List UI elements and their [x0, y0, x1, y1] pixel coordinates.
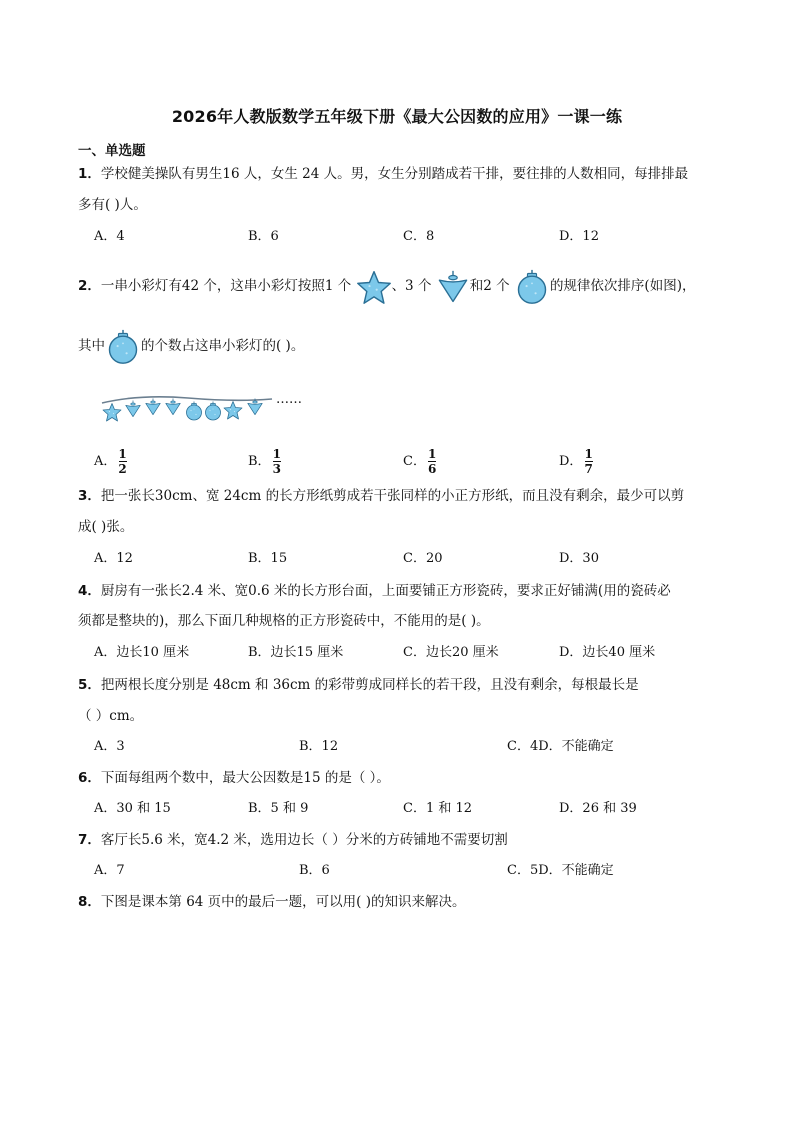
option-d[interactable]: D．26 和 39: [559, 801, 637, 816]
option-letter: D．: [559, 454, 583, 469]
option-b[interactable]: B．12: [299, 739, 339, 754]
question-text: 把一张长30cm、宽 24cm 的长方形纸剪成若干张同样的小正方形纸，而且没有剩余，最少可以剪: [100, 488, 685, 504]
option-c[interactable]: C．20: [403, 551, 443, 566]
lamp-string-figure: [100, 390, 320, 430]
page-title: 2026年人教版数学五年级下册《最大公因数的应用》一课一练: [171, 107, 623, 126]
option-c[interactable]: C．边长20 厘米: [403, 645, 499, 660]
ball-lamp-icon: [514, 268, 550, 306]
cone-lamp-icon: [146, 398, 160, 414]
question-6: [78, 769, 390, 787]
question-4-line2: 须都是整块的)，那么下面几种规格的正方形瓷砖中，不能用的是( )。: [78, 613, 490, 629]
question-text: 、3 个: [391, 278, 432, 294]
question-text: 和2 个: [469, 278, 510, 294]
fraction-denominator: 2: [118, 462, 127, 476]
fraction: [584, 448, 592, 475]
option-a[interactable]: A．边长10 厘米: [94, 645, 190, 660]
option-c[interactable]: [403, 444, 436, 480]
question-number: 6．: [78, 770, 101, 786]
star-lamp-icon: [224, 402, 242, 420]
option-a[interactable]: A．3: [94, 739, 125, 754]
option-c[interactable]: C．4D．不能确定: [507, 739, 614, 754]
option-d[interactable]: D．边长40 厘米: [559, 645, 656, 660]
question-1-line2: 多有( )人。: [78, 197, 147, 213]
question-5-line2: （ ）cm。: [78, 708, 144, 724]
cone-lamp-icon: [126, 400, 140, 416]
star-lamp-icon: [103, 404, 121, 422]
question-2-line2: [78, 326, 304, 366]
option-b[interactable]: [248, 444, 281, 480]
fraction: [118, 448, 126, 475]
fraction-denominator: 3: [272, 462, 281, 476]
continuation-dots: ……: [276, 392, 302, 407]
option-c[interactable]: C．5D．不能确定: [507, 863, 614, 878]
question-text: 其中: [78, 338, 105, 354]
option-a[interactable]: A．30 和 15: [94, 801, 171, 816]
option-d[interactable]: [559, 444, 593, 480]
fraction-numerator: 1: [427, 447, 437, 461]
fraction-numerator: 1: [272, 447, 281, 461]
option-b[interactable]: B．6: [248, 229, 279, 244]
question-5: [78, 676, 639, 694]
question-text: 一串小彩灯有42 个，这串小彩灯按照1 个: [100, 278, 352, 294]
question-text: 厨房有一张长2.4 米、宽0.6 米的长方形台面，上面要铺正方形瓷砖，要求正好铺满(用的瓷砖必: [100, 583, 671, 599]
question-3-line2: 成( )张。: [78, 519, 134, 535]
fraction-denominator: 6: [427, 462, 437, 476]
fraction: [273, 448, 281, 475]
question-number: 7．: [78, 832, 101, 848]
question-number: 1．: [78, 166, 101, 182]
ball-lamp-icon: [206, 402, 221, 421]
question-2: [78, 266, 695, 306]
option-b[interactable]: B．5 和 9: [248, 801, 309, 816]
question-text: 客厅长5.6 米，宽4.2 米，选用边长（ ）分米的方砖铺地不需要切割: [100, 832, 508, 848]
option-d[interactable]: D．30: [559, 551, 599, 566]
fraction: [428, 448, 436, 475]
question-7: [78, 831, 508, 849]
question-8: [78, 893, 466, 911]
question-3: [78, 487, 684, 505]
question-number: 5．: [78, 677, 101, 693]
ball-lamp-icon: [187, 402, 202, 421]
question-number: 3．: [78, 488, 101, 504]
option-a[interactable]: [94, 444, 127, 480]
option-d[interactable]: D．12: [559, 229, 599, 244]
option-a[interactable]: A．4: [94, 229, 125, 244]
option-b[interactable]: B．15: [248, 551, 288, 566]
question-text: 学校健美操队有男生16 人，女生 24 人。男，女生分别踏成若干排，要往排的人数相同，每排排最: [100, 166, 689, 182]
option-c[interactable]: C．8: [403, 229, 435, 244]
cone-lamp-icon: [436, 269, 470, 305]
question-number: 8．: [78, 894, 101, 910]
fraction-numerator: 1: [584, 447, 593, 461]
option-b[interactable]: B．6: [299, 863, 330, 878]
question-text: 下图是课本第 64 页中的最后一题，可以用( )的知识来解决。: [100, 894, 466, 910]
question-text: 下面每组两个数中，最大公因数是15 的是（ ）。: [100, 770, 390, 786]
lamp-wire: [102, 397, 272, 403]
question-text: 把两根长度分别是 48cm 和 36cm 的彩带剪成同样长的若干段，且没有剩余，每根最长是: [100, 677, 639, 693]
fraction-denominator: 7: [584, 462, 593, 476]
option-letter: C．: [403, 454, 426, 469]
option-letter: A．: [94, 454, 117, 469]
fraction-numerator: 1: [118, 447, 127, 461]
cone-lamp-icon: [166, 398, 180, 414]
option-b[interactable]: B．边长15 厘米: [248, 645, 344, 660]
question-text: 的规律依次排序(如图)，: [549, 278, 696, 294]
question-text: 的个数占这串小彩灯的( )。: [141, 338, 305, 354]
lamp-string-drawing: [100, 390, 275, 426]
question-4: [78, 582, 671, 600]
question-1: [78, 165, 688, 183]
option-a[interactable]: A．12: [94, 551, 133, 566]
question-number: 4．: [78, 583, 101, 599]
star-lamp-icon: [356, 269, 392, 305]
option-a[interactable]: A．7: [94, 863, 125, 878]
section-heading: 一、单选题: [78, 143, 146, 159]
option-letter: B．: [248, 454, 271, 469]
ball-lamp-icon: [105, 328, 141, 366]
question-number: 2．: [78, 278, 101, 294]
option-c[interactable]: C．1 和 12: [403, 801, 473, 816]
